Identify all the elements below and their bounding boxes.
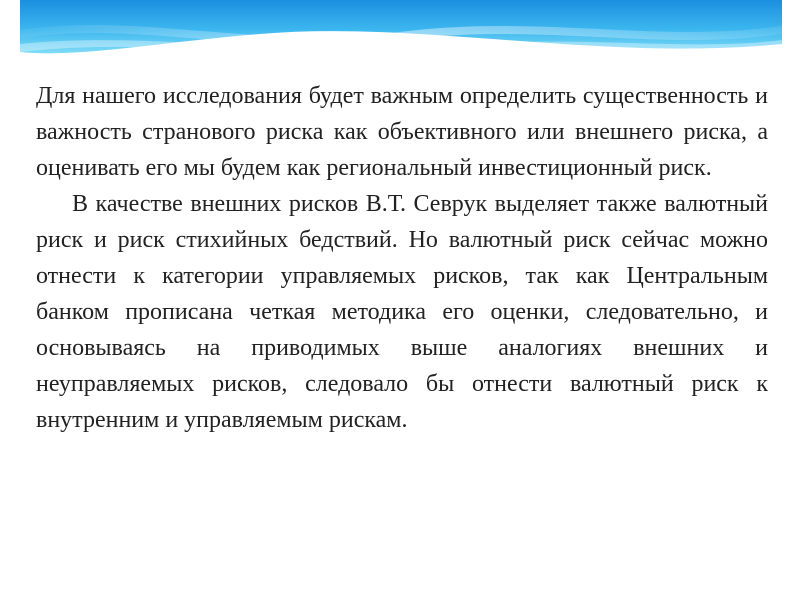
paragraph-2: В качестве внешних рисков В.Т. Севрук выделяет также валютный риск и риск стихийных бедствий. Но валютный риск сейчас можно отнести к категории управляемых рисков, так как Центральным банком прописана четкая методика его оценки, следовательно, и основываясь на приводимых выше аналогиях внешних и неуправляемых рисков, следовало бы отнести валютный риск к внутренним и управляемым рискам. xyxy=(36,191,768,433)
header-wave-band xyxy=(0,0,800,62)
paragraph-1: Для нашего исследования будет важным определить существенность и важность странового риска как объективного или внешнего риска, а оценивать его мы будем как региональный инвестиционный риск. xyxy=(36,83,768,181)
body-text xyxy=(36,78,768,438)
